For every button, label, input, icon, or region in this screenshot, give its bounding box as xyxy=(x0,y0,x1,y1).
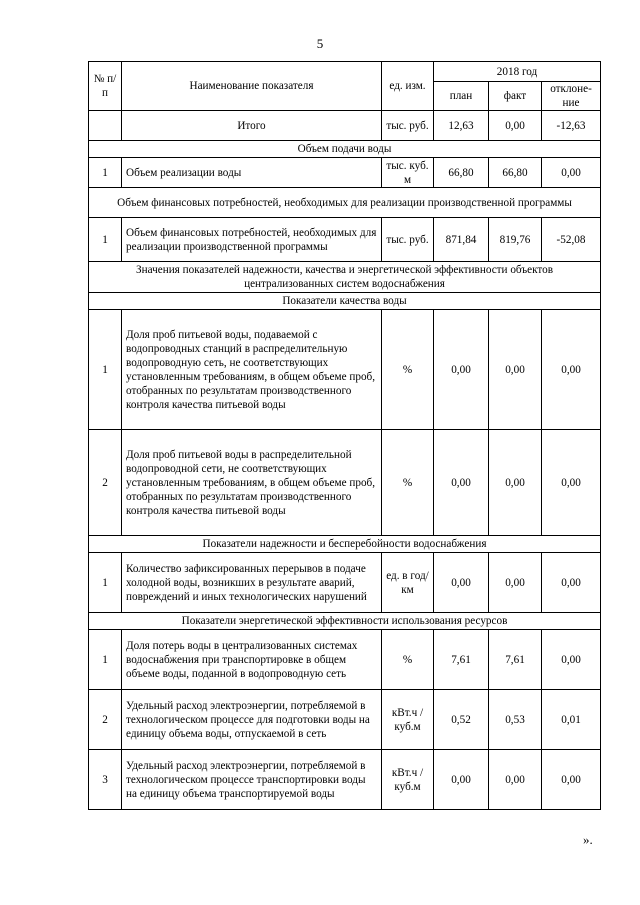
total-plan: 12,63 xyxy=(434,111,489,141)
row-plan: 0,52 xyxy=(434,690,489,750)
table-row xyxy=(89,630,601,690)
row-plan: 7,61 xyxy=(434,630,489,690)
header-unit: ед. изм. xyxy=(382,62,434,111)
row-fact: 0,00 xyxy=(489,750,542,810)
header-fact: факт xyxy=(489,82,542,111)
row-unit: ед. в год/ км xyxy=(382,553,434,613)
row-deviation: 0,00 xyxy=(542,310,601,430)
row-name: Доля проб питьевой воды в распределительной водопроводной сети, не соответствующих установленным требованиям, в общем объеме проб, отобранных по результатам производственного контроля качества питьевой воды xyxy=(122,430,382,536)
header-deviation: отклоне-ние xyxy=(542,82,601,111)
row-num: 3 xyxy=(89,750,122,810)
row-num: 1 xyxy=(89,310,122,430)
row-num: 1 xyxy=(89,553,122,613)
row-name: Объем финансовых потребностей, необходимых для реализации производственной программы xyxy=(122,218,382,262)
table-row xyxy=(89,430,601,536)
row-plan: 66,80 xyxy=(434,158,489,188)
row-unit: тыс. руб. xyxy=(382,218,434,262)
total-row xyxy=(89,111,601,141)
row-deviation: 0,00 xyxy=(542,553,601,613)
row-num: 2 xyxy=(89,690,122,750)
row-deviation: -52,08 xyxy=(542,218,601,262)
row-unit: тыс. куб. м xyxy=(382,158,434,188)
page-number: 5 xyxy=(316,36,324,51)
section-title-row xyxy=(89,613,601,630)
header-name: Наименование показателя xyxy=(122,62,382,111)
section-title-quality: Показатели качества воды xyxy=(89,293,601,310)
table-row xyxy=(89,310,601,430)
row-name: Удельный расход электроэнергии, потребляемой в технологическом процессе для подготовки воды на единицу объема воды, отпускаемой в сеть xyxy=(122,690,382,750)
total-fact: 0,00 xyxy=(489,111,542,141)
total-unit: тыс. руб. xyxy=(382,111,434,141)
header-plan: план xyxy=(434,82,489,111)
row-fact: 0,00 xyxy=(489,553,542,613)
row-num: 1 xyxy=(89,630,122,690)
row-num: 2 xyxy=(89,430,122,536)
section-title-row xyxy=(89,293,601,310)
section-title-row xyxy=(89,262,601,293)
section-title-row xyxy=(89,188,601,218)
closing-quote-mark: ». xyxy=(583,832,593,847)
row-num: 1 xyxy=(89,218,122,262)
row-deviation: 0,00 xyxy=(542,750,601,810)
table-row xyxy=(89,750,601,810)
row-plan: 0,00 xyxy=(434,750,489,810)
row-fact: 0,00 xyxy=(489,430,542,536)
header-num: № п/п xyxy=(89,62,122,111)
row-plan: 0,00 xyxy=(434,310,489,430)
row-plan: 0,00 xyxy=(434,553,489,613)
row-name: Доля потерь воды в централизованных системах водоснабжения при транспортировке в общем объеме воды, поданной в водопроводную сеть xyxy=(122,630,382,690)
row-deviation: 0,01 xyxy=(542,690,601,750)
section-title-row xyxy=(89,536,601,553)
row-plan: 871,84 xyxy=(434,218,489,262)
total-deviation: -12,63 xyxy=(542,111,601,141)
header-year: 2018 год xyxy=(434,62,601,82)
row-deviation: 0,00 xyxy=(542,430,601,536)
section-title-reliability: Показатели надежности и бесперебойности водоснабжения xyxy=(89,536,601,553)
table-header-row xyxy=(89,62,601,82)
table-row xyxy=(89,553,601,613)
row-unit: % xyxy=(382,630,434,690)
row-plan: 0,00 xyxy=(434,430,489,536)
section-title-indicators: Значения показателей надежности, качества и энергетической эффективности объектов централизованных систем водоснабжения xyxy=(89,262,601,293)
row-deviation: 0,00 xyxy=(542,630,601,690)
row-fact: 7,61 xyxy=(489,630,542,690)
row-deviation: 0,00 xyxy=(542,158,601,188)
section-title-row xyxy=(89,141,601,158)
table-row xyxy=(89,690,601,750)
indicators-table xyxy=(88,61,601,810)
row-unit: кВт.ч / куб.м xyxy=(382,690,434,750)
row-fact: 0,00 xyxy=(489,310,542,430)
table-row xyxy=(89,218,601,262)
section-title-energy: Показатели энергетической эффективности использования ресурсов xyxy=(89,613,601,630)
section-title-finance: Объем финансовых потребностей, необходимых для реализации производственной программы xyxy=(89,188,601,218)
row-name: Удельный расход электроэнергии, потребляемой в технологическом процессе транспортировки воды на единицу объема транспортируемой воды xyxy=(122,750,382,810)
table-row xyxy=(89,158,601,188)
row-name: Объем реализации воды xyxy=(122,158,382,188)
section-title-supply: Объем подачи воды xyxy=(89,141,601,158)
row-num: 1 xyxy=(89,158,122,188)
row-unit: % xyxy=(382,430,434,536)
row-fact: 819,76 xyxy=(489,218,542,262)
total-label: Итого xyxy=(122,111,382,141)
row-fact: 0,53 xyxy=(489,690,542,750)
row-name: Количество зафиксированных перерывов в подаче холодной воды, возникших в результате аварий, повреждений и иных технологических нарушений xyxy=(122,553,382,613)
row-fact: 66,80 xyxy=(489,158,542,188)
row-name: Доля проб питьевой воды, подаваемой с водопроводных станций в распределительную водопроводную сеть, не соответствующих установленным требованиям, в общем объеме проб, отобранных по результатам производственного контроля качества питьевой воды xyxy=(122,310,382,430)
row-unit: % xyxy=(382,310,434,430)
row-unit: кВт.ч / куб.м xyxy=(382,750,434,810)
